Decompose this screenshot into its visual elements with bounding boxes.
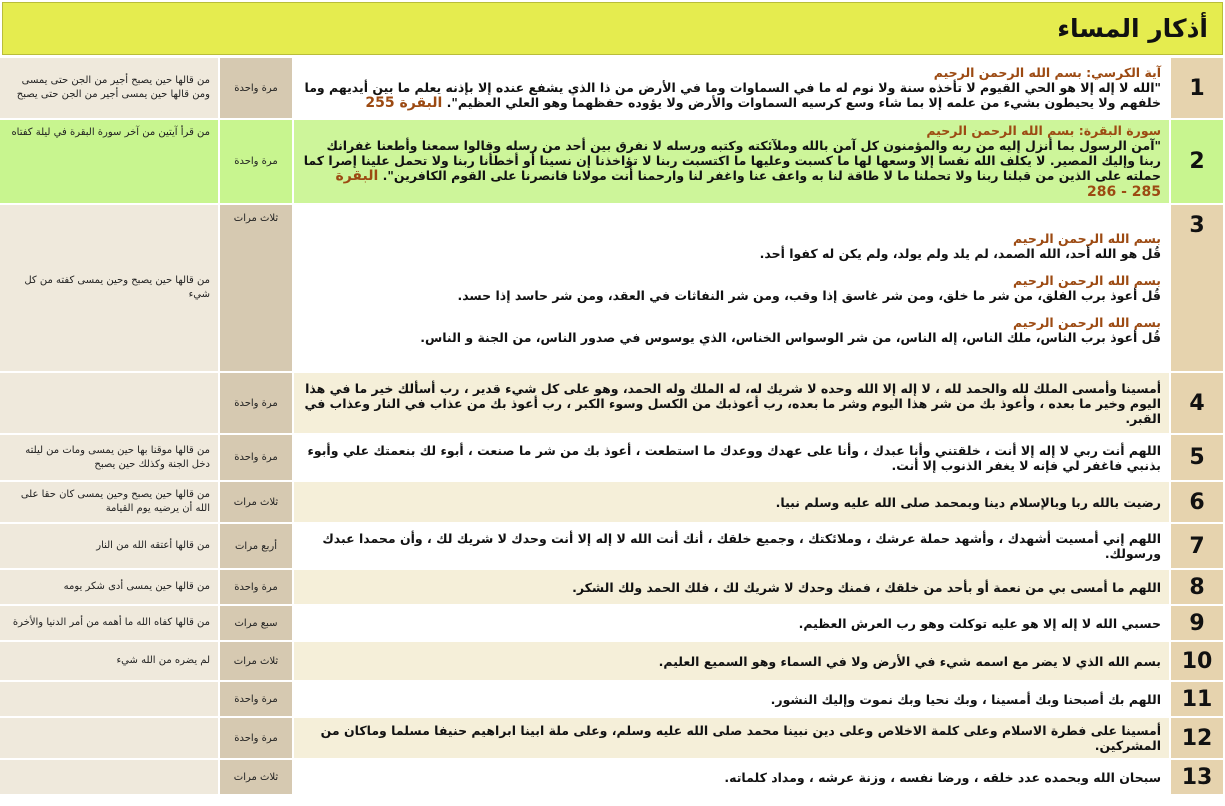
bismillah: بسم الله الرحمن الرحيم [1013, 315, 1161, 330]
dhikr-text: سبحان الله وبحمده عدد خلقه ، ورضا نفسه ، وزنة عرشه ، ومداد كلماته. [294, 760, 1169, 794]
table-row [0, 718, 1223, 758]
adhkar-table [0, 56, 1225, 796]
repeat-count: سبع مرات [220, 606, 292, 640]
repeat-count: مرة واحدة [220, 435, 292, 480]
bismillah: بسم الله الرحمن الرحيم [1013, 231, 1161, 246]
repeat-count: مرة واحدة [220, 373, 292, 433]
repeat-count: مرة واحدة [220, 58, 292, 118]
dhikr-text: اللهم أنت ربي لا إله إلا أنت ، خلقتني وأنا عبدك ، وأنا على عهدك ووعدك ما استطعت ، أعوذ بك من شر ما صنعت ، أبوء لك بنعمتك علي وأبوء بذنبي فاغفر لي فإنه لا يغفر الذنوب إلا أنت. [294, 435, 1169, 480]
row-number: 4 [1171, 373, 1223, 433]
row-number: 1 [1171, 58, 1223, 118]
repeat-count: مرة واحدة [220, 718, 292, 758]
surah-block [302, 273, 1161, 303]
surah-block [302, 315, 1161, 345]
repeat-count: ثلاث مرات [220, 482, 292, 522]
dhikr-text: أمسينا وأمسى الملك لله والحمد لله ، لا إله إلا الله وحده لا شريك له، له الملك وله الحمد، وهو على كل شيء قدير ، رب أسألك خير ما في هذا اليوم وخير ما بعده ، وأعوذ بك من شر هذا اليوم وشر ما بعده، رب أعوذبك من الكسل وسوء الكبر ، رب أعوذ بك من عذاب في النار وعذاب في القبر. [294, 373, 1169, 433]
virtue-note: لم يضره من الله شيء [0, 642, 218, 680]
surah-block [302, 231, 1161, 261]
table-row [0, 642, 1223, 680]
dhikr-header: سورة البقرة: [1078, 123, 1161, 138]
row-number: 9 [1171, 606, 1223, 640]
dhikr-text [294, 205, 1169, 371]
row-number: 10 [1171, 642, 1223, 680]
repeat-count: مرة واحدة [220, 570, 292, 604]
row-number: 6 [1171, 482, 1223, 522]
table-row [0, 373, 1223, 433]
table-row [0, 205, 1223, 371]
repeat-count: أربع مرات [220, 524, 292, 568]
dhikr-reference: البقرة 255 [365, 95, 443, 111]
dhikr-body: "آمن الرسول بما أنزل إليه من ربه والمؤمنون كل آمن بالله وملآئكته وكتبه ورسله لا نفرق بين أحد من رسله وقالوا سمعنا وأطعنا غفرانك ربنا وإليك المصير. لا يكلف الله نفسا إلا وسعها لها ما كسبت وعليها ما اكتسبت ربنا لا تؤاخذنا إن نسينا أو أخطأنا ربنا ولا تحمل علينا إصرا كما حملته على الذين من قبلنا ربنا ولا تحملنا ما لا طاقة لنا به واعف عنا واغفر لنا وارحمنا أنت مولانا فانصرنا على القوم الكافرين". [303, 138, 1161, 183]
table-row [0, 760, 1223, 794]
virtue-note: من قالها موقنا بها حين يمسى ومات من ليلته دخل الجنة وكذلك حين يصبح [0, 435, 218, 480]
repeat-count: ثلاث مرات [220, 205, 292, 371]
row-number: 11 [1171, 682, 1223, 716]
table-row [0, 570, 1223, 604]
table-row [0, 606, 1223, 640]
repeat-count: مرة واحدة [220, 120, 292, 203]
dhikr-text: اللهم ما أمسى بي من نعمة أو بأحد من خلقك ، فمنك وحدك لا شريك لك ، فلك الحمد ولك الشكر. [294, 570, 1169, 604]
dhikr-text: بسم الله الذي لا يضر مع اسمه شيء في الأرض ولا في السماء وهو السميع العليم. [294, 642, 1169, 680]
title-bar [2, 2, 1223, 55]
table-row [0, 524, 1223, 568]
dhikr-text: حسبي الله لا إله إلا هو عليه توكلت وهو رب العرش العظيم. [294, 606, 1169, 640]
dhikr-text: أمسينا على فطرة الاسلام وعلى كلمة الاخلاص وعلى دين نبينا محمد صلى الله عليه وسلم، وعلى ملة ابينا ابراهيم حنيفا مسلما وماكان من المشركين. [294, 718, 1169, 758]
bismillah: بسم الله الرحمن الرحيم [926, 123, 1075, 138]
table-row [0, 482, 1223, 522]
virtue-note [0, 718, 218, 758]
virtue-note: من قالها حين يصبح وحين يمسى كفته من كل شيء [0, 205, 218, 371]
virtue-note: من قالها حين يمسى أدى شكر يومه [0, 570, 218, 604]
repeat-count: مرة واحدة [220, 682, 292, 716]
dhikr-text: رضيت بالله ربا وبالإسلام دينا وبمحمد صلى الله عليه وسلم نبيا. [294, 482, 1169, 522]
virtue-note [0, 760, 218, 794]
table-row [0, 120, 1223, 203]
row-number: 3 [1171, 205, 1223, 371]
virtue-note: من قالها حين يصبح أجير من الجن حتى يمسى ومن قالها حين يمسى أجير من الجن حتى يصبح [0, 58, 218, 118]
dhikr-text: اللهم بك أصبحنا وبك أمسينا ، وبك نحيا وبك نموت وإليك النشور. [294, 682, 1169, 716]
row-number: 13 [1171, 760, 1223, 794]
row-number: 5 [1171, 435, 1223, 480]
table-row [0, 682, 1223, 716]
repeat-count: ثلاث مرات [220, 760, 292, 794]
virtue-note: من قالها حين يصبح وحين يمسى كان حقا على الله أن يرضيه يوم القيامة [0, 482, 218, 522]
row-number: 12 [1171, 718, 1223, 758]
row-number: 8 [1171, 570, 1223, 604]
dhikr-reference: البقرة 285 - 286 [335, 168, 1161, 200]
dhikr-header: آية الكرسي: [1086, 65, 1161, 80]
virtue-note: من قالها كفاه الله ما أهمه من أمر الدنيا والأخرة [0, 606, 218, 640]
dhikr-body: قُل هو الله أحد، الله الصمد، لم يلد ولم يولد، ولم يكن له كفوا أحد. [759, 246, 1161, 261]
row-number: 2 [1171, 120, 1223, 203]
bismillah: بسم الله الرحمن الرحيم [1013, 273, 1161, 288]
virtue-note: من قالها أعتقه الله من النار [0, 524, 218, 568]
table-row [0, 58, 1223, 118]
dhikr-text [294, 58, 1169, 118]
dhikr-body: قُل أعوذ برب الفلق، من شر ما خلق، ومن شر غاسق إذا وقب، ومن شر النفاثات في العقد، ومن شر حاسد إذا حسد. [457, 288, 1161, 303]
dhikr-text: اللهم إني أمسيت أشهدك ، وأشهد حملة عرشك ، وملائكتك ، وجميع خلقك ، أنك أنت الله لا إله إلا أنت وحدك لا شريك لك ، وأن محمدا عبدك ورسولك. [294, 524, 1169, 568]
virtue-note [0, 373, 218, 433]
bismillah: بسم الله الرحمن الرحيم [933, 65, 1082, 80]
dhikr-body: "الله لا إله إلا هو الحي القيوم لا تأخذه سنة ولا نوم له ما في السماوات وما في الأرض من ذا الذي يشفع عنده إلا بإذنه يعلم ما بين أيديهم وما خلفهم ولا يحيطون بشيء من علمه إلا بما شاء وسع كرسيه السماوات والأرض ولا يؤوده حفظهما وهو العلي العظيم". [304, 80, 1161, 110]
virtue-note [0, 682, 218, 716]
dhikr-body: قُل أعوذ برب الناس، ملك الناس، إله الناس، من شر الوسواس الخناس، الذي يوسوس في صدور الناس، من الجنة و الناس. [420, 330, 1161, 345]
page-title: أذكار المساء [1057, 14, 1208, 43]
virtue-note: من قرأ آيتين من آخر سورة البقرة في ليلة كفتاه [0, 120, 218, 203]
row-number: 7 [1171, 524, 1223, 568]
repeat-count: ثلاث مرات [220, 642, 292, 680]
dhikr-text [294, 120, 1169, 203]
page [0, 2, 1225, 806]
table-row [0, 435, 1223, 480]
